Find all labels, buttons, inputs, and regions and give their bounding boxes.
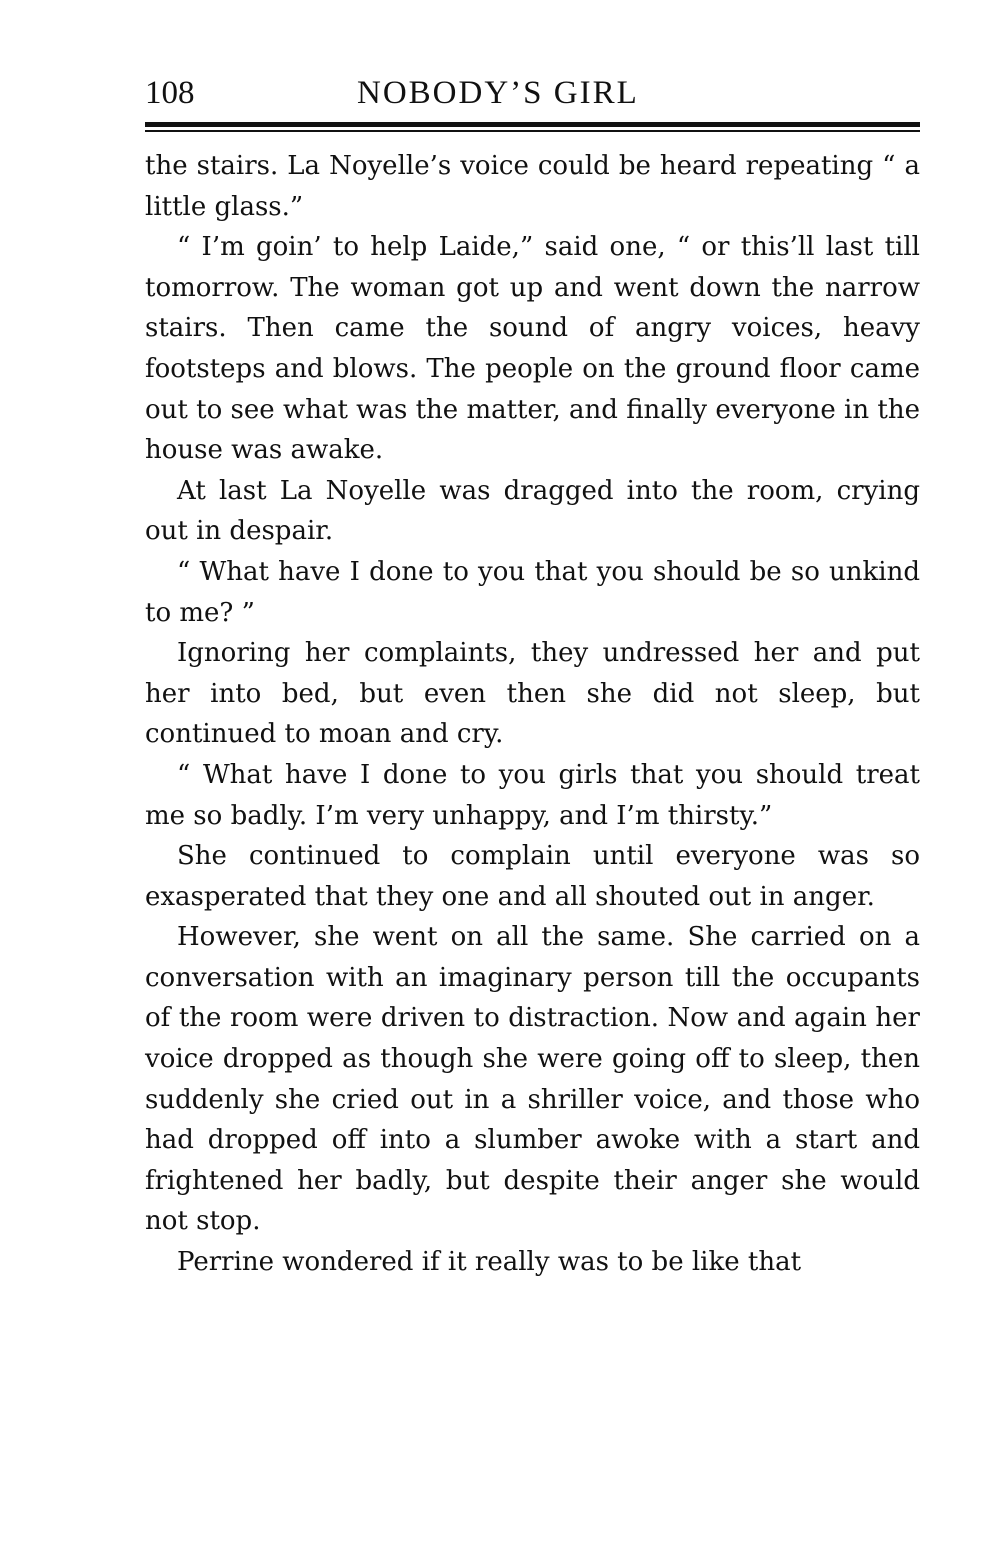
paragraph: However, she went on all the same. She carried on a conversation with an imaginary person till the occupants of the room were driven to distraction. Now and again her voice dropped as though she were going off to sleep, then suddenly she cried out in a shriller voice, and those who had dropped off into a slumber awoke with a start and frightened her badly, but despite their anger she would not stop. bbox=[145, 922, 920, 1237]
paragraph: the stairs. La Noyelle’s voice could be heard repeating “ a little glass.” bbox=[145, 151, 920, 222]
paragraph: Perrine wondered if it really was to be like that bbox=[177, 1247, 802, 1278]
paragraph: “ What have I done to you girls that you should treat me so badly. I’m very unhappy, and I’m thirsty.” bbox=[145, 759, 920, 831]
header-rule-thick bbox=[145, 122, 920, 127]
paragraph: “ What have I done to you that you should be so unkind to me? ” bbox=[145, 556, 920, 628]
paragraph: At last La Noyelle was dragged into the room, crying out in despair. bbox=[145, 475, 920, 547]
running-title: NOBODY’S GIRL bbox=[357, 75, 639, 111]
body-text bbox=[145, 146, 920, 1283]
paragraph: She continued to complain until everyone was so exasperated that they one and all shouted out in anger. bbox=[145, 841, 920, 912]
header-rule-thin bbox=[145, 130, 920, 132]
paragraph: Ignoring her complaints, they undressed her and put her into bed, but even then she did not sleep, but continued to moan and cry. bbox=[145, 638, 920, 750]
paragraph: “ I’m goin’ to help Laide,” said one, “ or this’ll last till tomorrow. The woman got up and went down the narrow stairs. Then came the sound of angry voices, heavy footsteps and blows. The people on the ground floor came out to see what was the matter, and finally everyone in the house was awake. bbox=[145, 232, 920, 466]
book-page bbox=[145, 72, 920, 1283]
running-head bbox=[145, 72, 920, 114]
page-number: 108 bbox=[145, 75, 195, 111]
